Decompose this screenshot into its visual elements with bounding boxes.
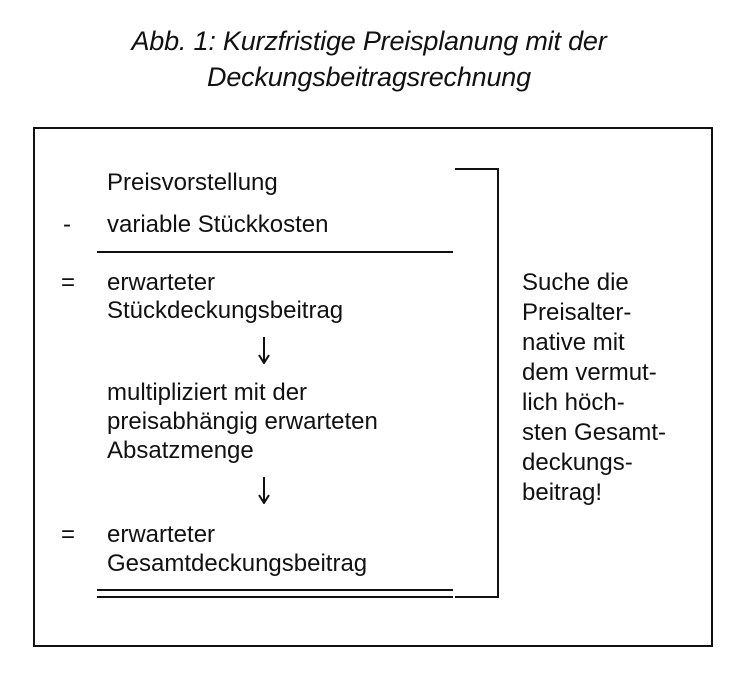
total-double-rule-bottom <box>97 596 453 598</box>
note-line-5: lich höch- <box>522 389 625 416</box>
down-arrow-icon <box>258 476 270 504</box>
unit-margin-line-1: erwarteter <box>107 269 216 296</box>
total-margin-line-2: Gesamtdeckungsbeitrag <box>107 550 368 577</box>
note-line-3: native mit <box>522 329 625 356</box>
multiply-line-1: multipliziert mit der <box>107 379 308 406</box>
note-line-2: Preisalter- <box>522 299 632 326</box>
price-label: Preisvorstellung <box>107 169 278 196</box>
note-line-8: beitrag! <box>522 479 603 506</box>
figure-title-line-1: Abb. 1: Kurzfristige Preisplanung mit der <box>131 26 607 56</box>
total-margin-line-1: erwarteter <box>107 521 216 548</box>
equals-sign-1: = <box>61 269 76 296</box>
multiply-line-2: preisabhängig erwarteten <box>107 408 378 435</box>
figure-title-line-2: Deckungsbeitragsrechnung <box>207 62 531 92</box>
note-line-4: dem vermut- <box>522 359 657 386</box>
note-line-1: Suche die <box>522 269 629 296</box>
note-line-7: deckungs- <box>522 449 633 476</box>
equals-sign-2: = <box>61 521 76 548</box>
subtotal-rule <box>97 251 453 253</box>
search-note <box>522 268 666 508</box>
minus-sign: - <box>63 211 71 238</box>
multiply-line-3: Absatzmenge <box>107 437 254 464</box>
note-line-6: sten Gesamt- <box>522 419 667 446</box>
unit-margin-line-2: Stückdeckungsbeitrag <box>107 297 344 324</box>
variable-costs-label: variable Stückkosten <box>107 211 329 238</box>
down-arrow-icon <box>258 336 270 364</box>
total-double-rule-top <box>97 589 453 591</box>
right-bracket <box>455 168 499 598</box>
